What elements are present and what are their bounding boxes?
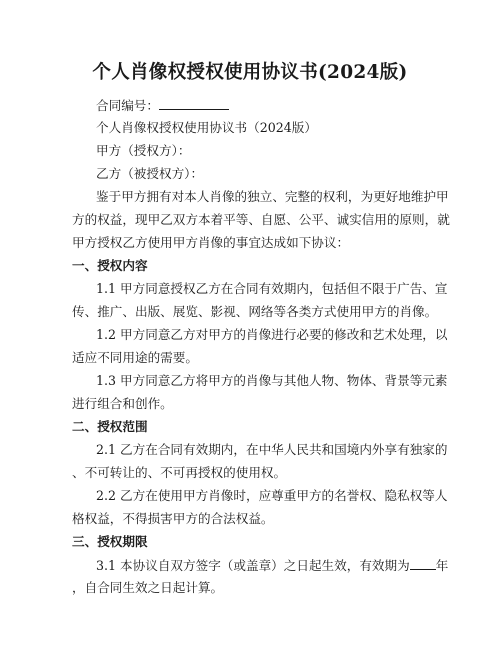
contract-number-label: 合同编号：: [96, 98, 159, 113]
document-title: 个人肖像权授权使用协议书(2024版): [92, 62, 408, 83]
contract-number-blank: [159, 97, 229, 110]
clause-2-1-line-1: 2.1 乙方在合同有效期内，在中华人民共和国境内外享有独家的: [96, 442, 448, 457]
clause-3-1-line-2: ，自合同生效之日起计算。: [72, 580, 224, 595]
party-a-label: 甲方（授权方）：: [96, 143, 191, 158]
clause-1-2-line-1: 1.2 甲方同意乙方对甲方的肖像进行必要的修改和艺术处理，以: [96, 327, 448, 342]
clause-1-1-line-2: 传、推广、出版、展览、影视、网络等各类方式使用甲方的肖像。: [72, 304, 438, 319]
clause-3-1-line-1: [96, 557, 448, 574]
clause-2-2-line-2: 格权益，不得损害甲方的合法权益。: [72, 511, 274, 526]
section-2-heading: 二、授权范围: [72, 419, 148, 434]
clause-3-1-unit: 年: [435, 558, 449, 573]
intro-line-3: 甲方授权乙方使用甲方肖像的事宜达成如下协议：: [72, 235, 350, 250]
intro-line-2: 方的权益，现甲乙双方本着平等、自愿、公平、诚实信用的原则，就: [72, 212, 450, 227]
clause-1-1-line-1: 1.1 甲方同意授权乙方在合同有效期内，包括但不限于广告、宣: [96, 281, 448, 296]
party-b-label: 乙方（被授权方）：: [96, 166, 204, 181]
clause-2-2-line-1: 2.2 乙方在使用甲方肖像时，应尊重甲方的名誉权、隐私权等人: [96, 488, 448, 503]
section-1-heading: 一、授权内容: [72, 258, 148, 273]
clause-1-3-line-1: 1.3 甲方同意乙方将甲方的肖像与其他人物、物体、背景等元素: [96, 373, 448, 388]
clause-1-3-line-2: 进行组合和创作。: [72, 396, 173, 411]
term-years-blank: [410, 557, 436, 570]
section-3-heading: 三、授权期限: [72, 534, 148, 549]
intro-line-1: 鉴于甲方拥有对本人肖像的独立、完整的权利，为更好地维护甲: [96, 189, 449, 204]
clause-2-1-line-2: 、不可转让的、不可再授权的使用权。: [72, 465, 287, 480]
document-subtitle: 个人肖像权授权使用协议书（2024版）: [96, 120, 317, 135]
contract-number-line: [96, 97, 229, 114]
clause-3-1-text: 3.1 本协议自双方签字（或盖章）之日起生效，有效期为: [96, 558, 410, 573]
clause-1-2-line-2: 适应不同用途的需要。: [72, 350, 198, 365]
